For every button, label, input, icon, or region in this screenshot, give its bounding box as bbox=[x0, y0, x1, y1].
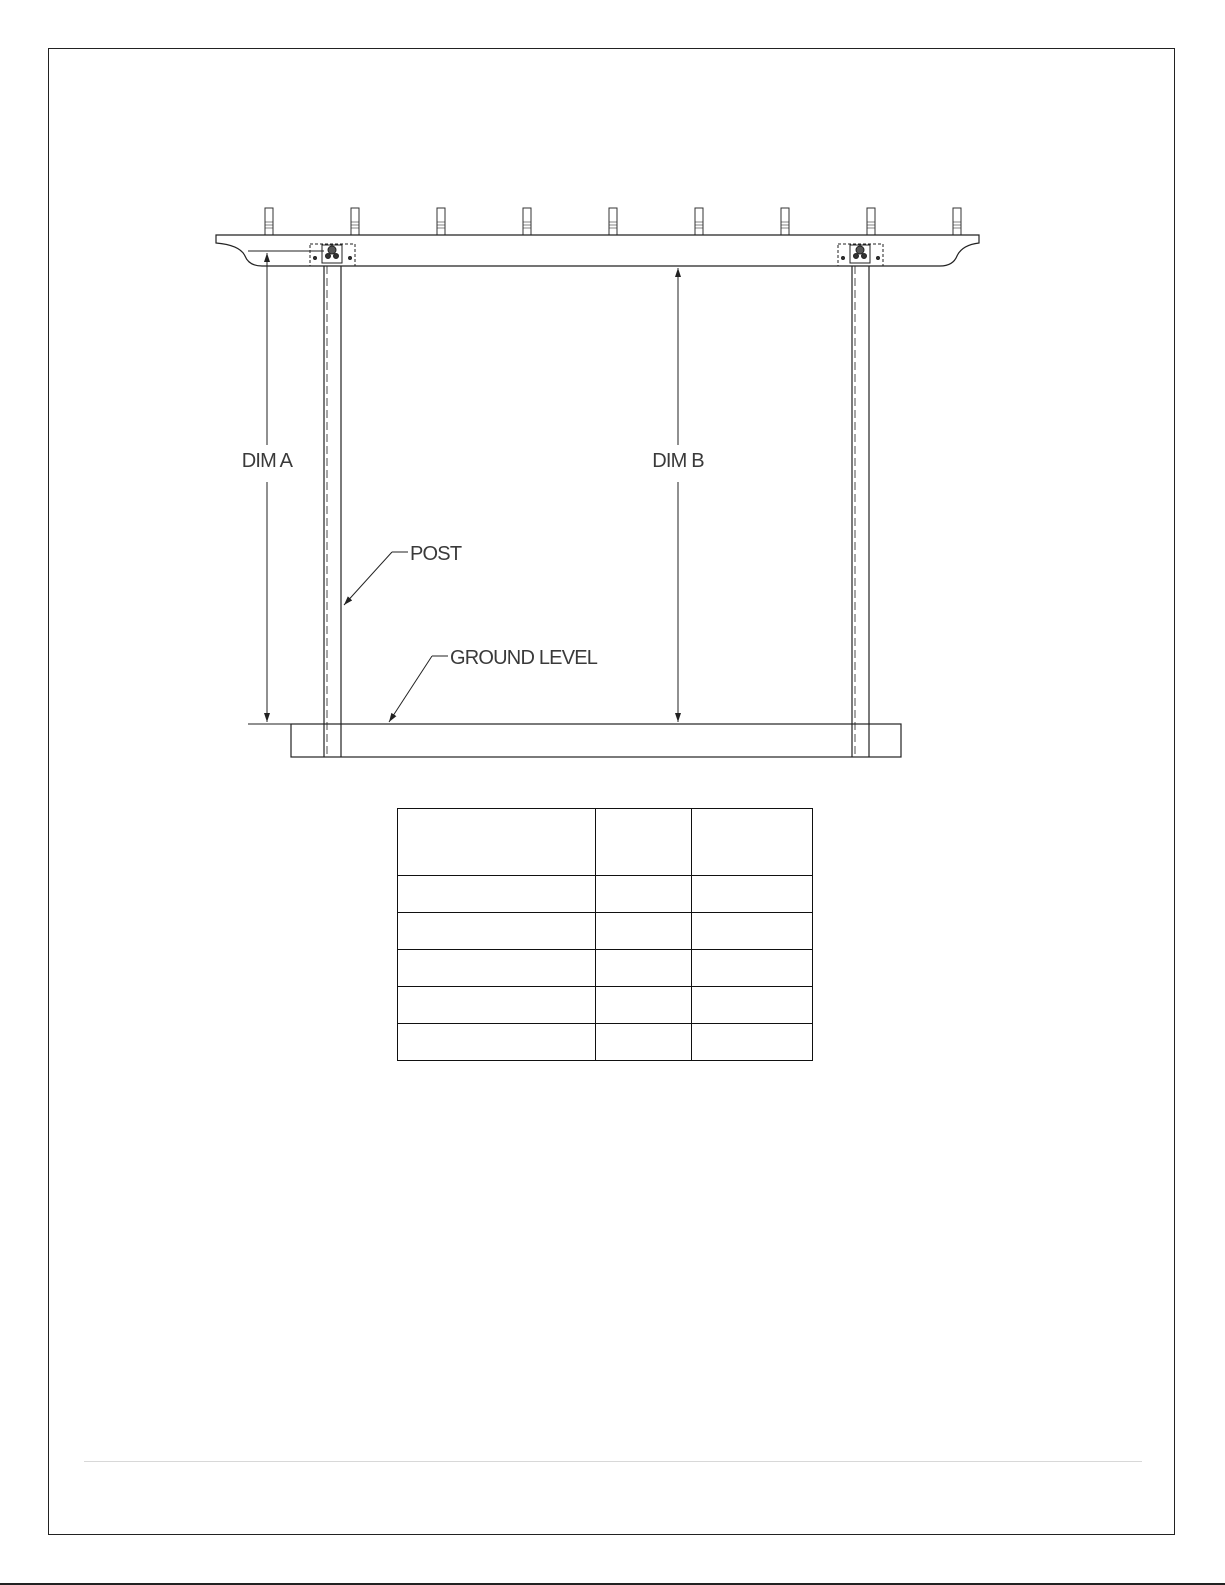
table-cell bbox=[596, 987, 692, 1024]
table-cell bbox=[398, 950, 596, 987]
table-cell bbox=[398, 913, 596, 950]
rafter-tail bbox=[781, 208, 789, 235]
table-row bbox=[398, 913, 813, 950]
table-header-cell bbox=[398, 809, 596, 876]
rafter-tail bbox=[953, 208, 961, 235]
right-post bbox=[852, 266, 869, 757]
table-cell bbox=[692, 950, 813, 987]
ground-level-leader bbox=[389, 656, 448, 722]
left-post bbox=[324, 266, 341, 757]
rafter-tail bbox=[695, 208, 703, 235]
dim-a-line bbox=[248, 251, 324, 724]
rafter-tail bbox=[265, 208, 273, 235]
table-cell bbox=[692, 913, 813, 950]
post-leader bbox=[344, 552, 408, 605]
table-cell bbox=[692, 1024, 813, 1061]
dim-a-label: DIM A bbox=[241, 450, 293, 472]
table-cell bbox=[398, 1024, 596, 1061]
table-header-cell bbox=[596, 809, 692, 876]
rafter-tail bbox=[351, 208, 359, 235]
ground-level-label: GROUND LEVEL bbox=[450, 647, 598, 669]
footer-divider bbox=[84, 1461, 1142, 1462]
rafter-tail bbox=[523, 208, 531, 235]
rafter-tail bbox=[437, 208, 445, 235]
table-row bbox=[398, 1024, 813, 1061]
table-header-cell bbox=[692, 809, 813, 876]
table-cell bbox=[692, 876, 813, 913]
table-cell bbox=[596, 1024, 692, 1061]
table-row bbox=[398, 987, 813, 1024]
table-cell bbox=[398, 876, 596, 913]
table-cell bbox=[398, 987, 596, 1024]
table-cell bbox=[596, 876, 692, 913]
table-cell bbox=[692, 987, 813, 1024]
table-row bbox=[398, 950, 813, 987]
dimension-table bbox=[397, 808, 813, 1061]
dim-b-label: DIM B bbox=[652, 450, 704, 472]
post-label: POST bbox=[410, 543, 462, 565]
rafter-tail bbox=[867, 208, 875, 235]
table-cell bbox=[596, 950, 692, 987]
rafter-tail bbox=[609, 208, 617, 235]
table-cell bbox=[596, 913, 692, 950]
ground-slab bbox=[291, 724, 901, 757]
table-row bbox=[398, 876, 813, 913]
